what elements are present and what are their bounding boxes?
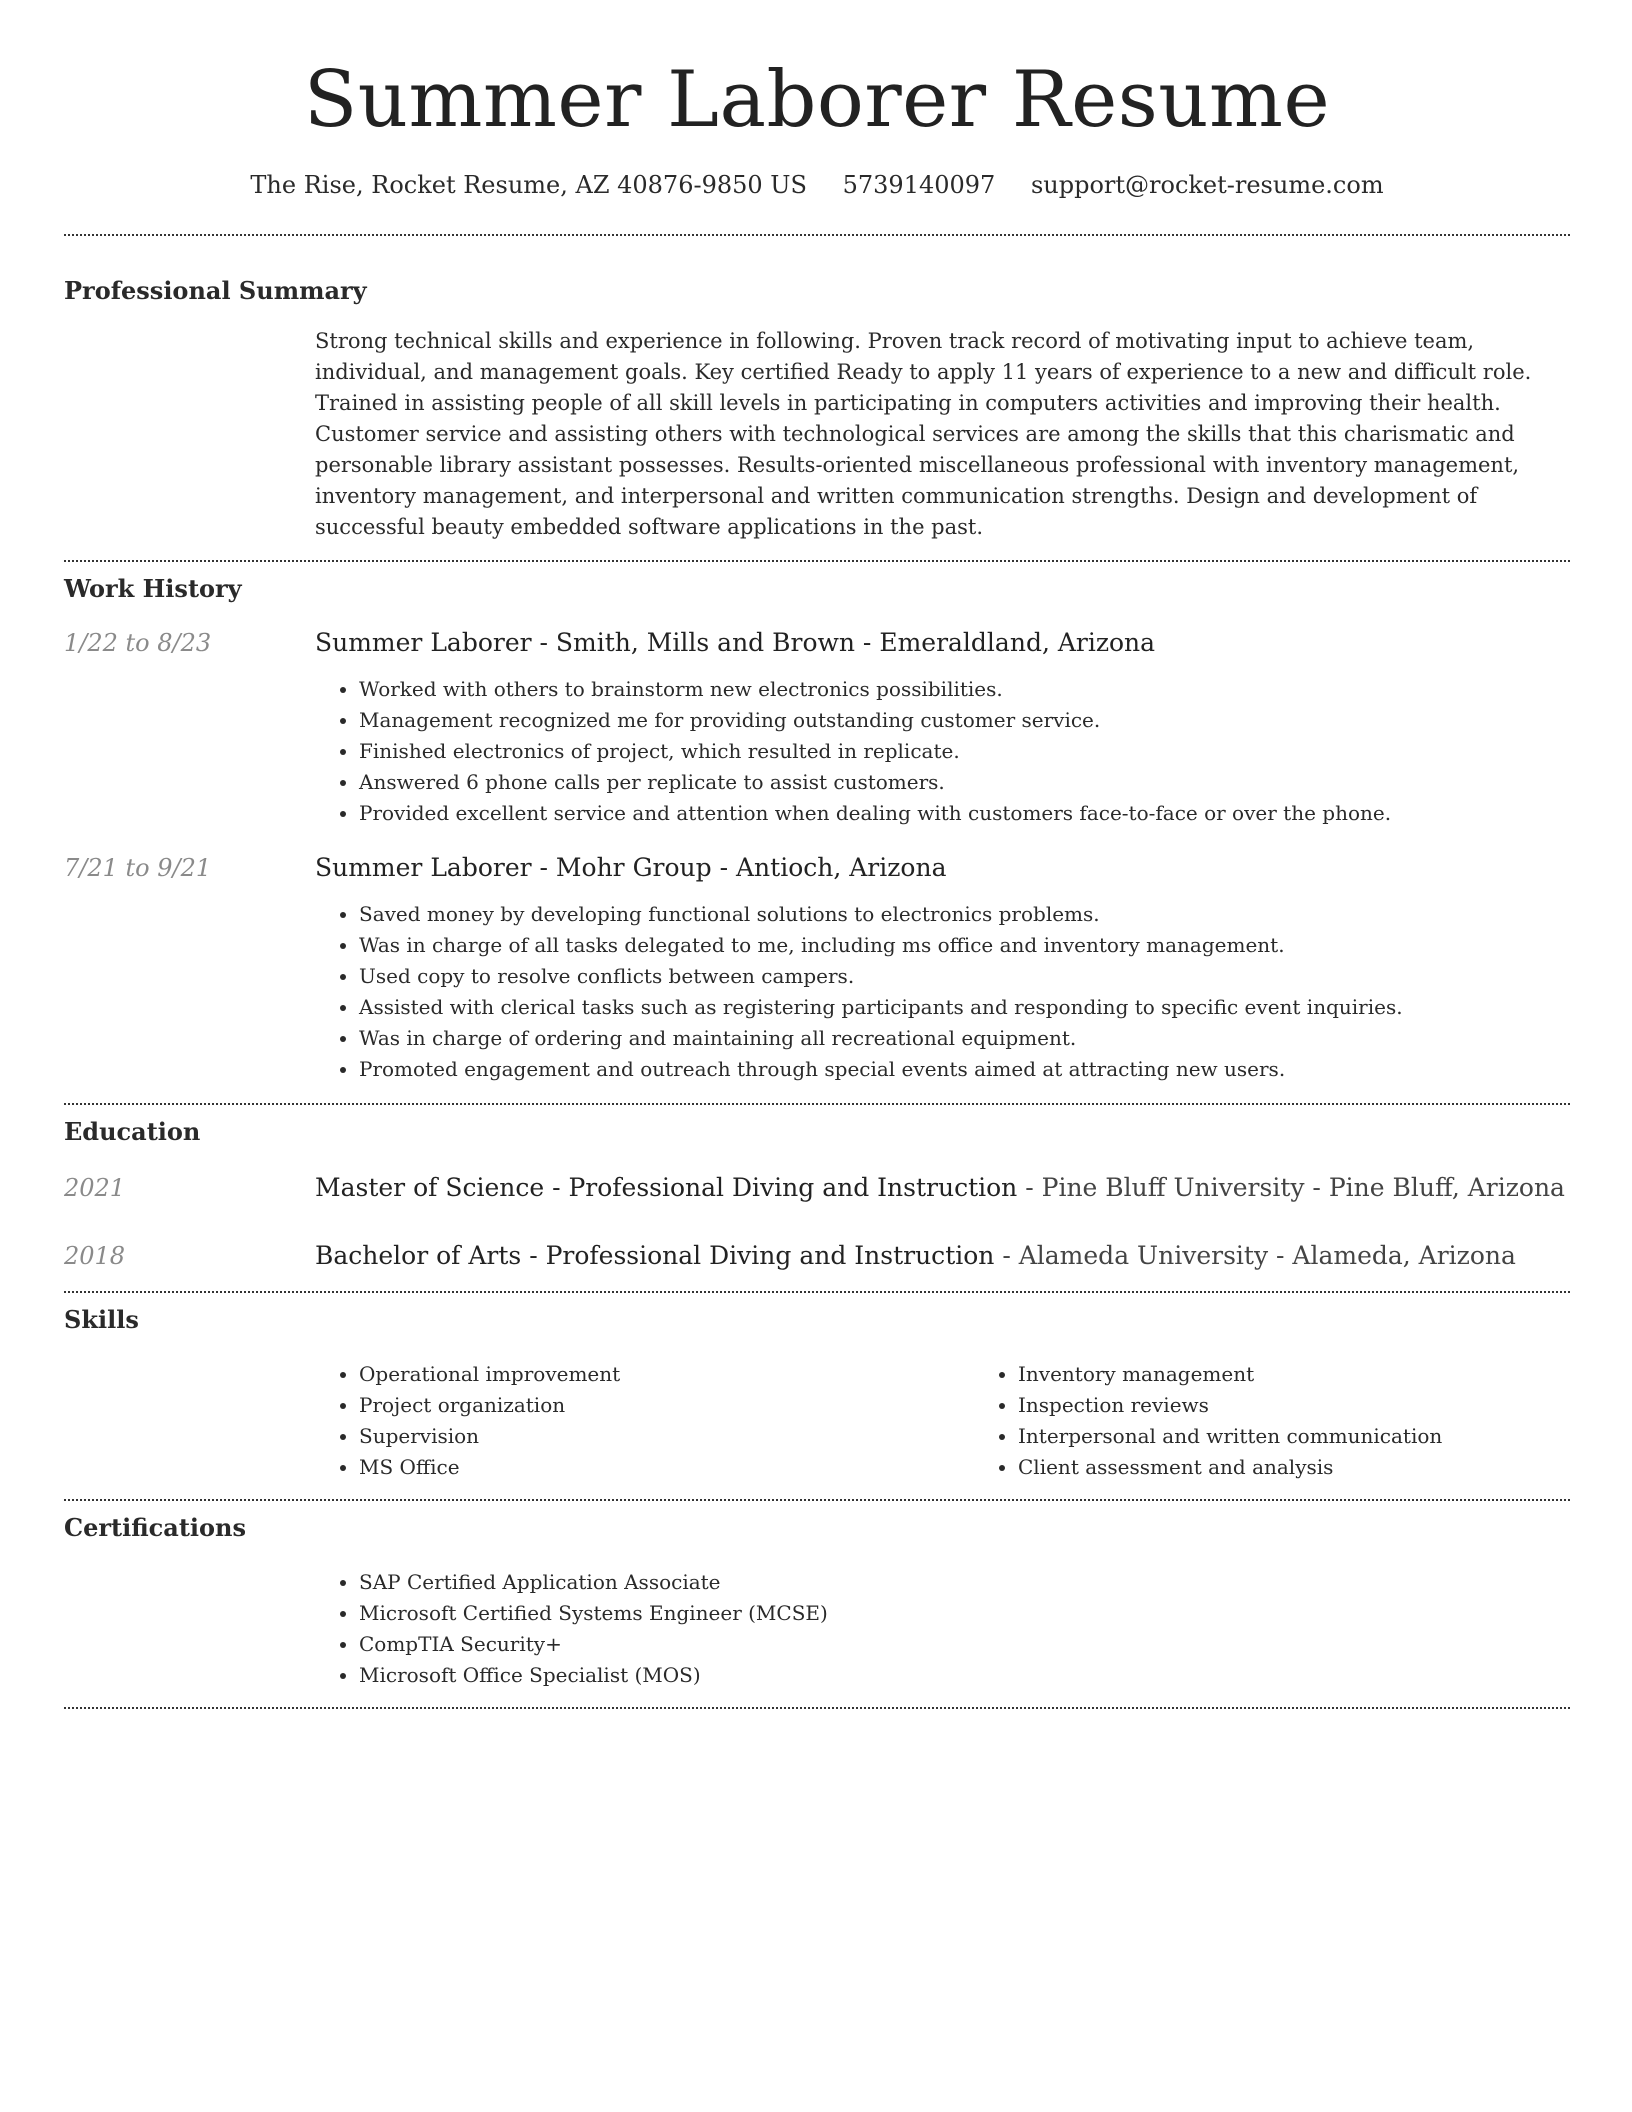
education-degree: Master of Science - Professional Diving and Instruction [315, 1173, 1018, 1202]
certifications-body [315, 1567, 1570, 1691]
skill-item: • MS Office [359, 1452, 974, 1483]
skills-list-right [974, 1359, 1632, 1483]
job-entry [64, 851, 1570, 1085]
resume-title: Summer Laborer Resume [303, 55, 1331, 145]
job-bullet: • Assisted with clerical tasks such as registering participants and responding to specific event inquiries. [359, 992, 1570, 1023]
education-school: - Alameda University - Alameda, Arizona [994, 1241, 1516, 1270]
job-bullet: • Used copy to resolve conflicts between campers. [359, 961, 1570, 992]
job-details [315, 851, 1570, 1085]
summary-body [315, 326, 1570, 543]
certifications-heading: Certifications [64, 1513, 247, 1542]
skills-list-left [315, 1359, 974, 1483]
job-details [315, 626, 1570, 829]
divider [64, 1707, 1570, 1709]
job-bullet: • Provided excellent service and attention when dealing with customers face-to-face or over the phone. [359, 798, 1570, 829]
job-bullet: • Answered 6 phone calls per replicate to assist customers. [359, 767, 1570, 798]
education-year: 2021 [64, 1174, 126, 1202]
job-bullets [315, 899, 1570, 1085]
skill-item: • Interpersonal and written communication [1018, 1421, 1632, 1452]
summary-section [64, 276, 1570, 543]
divider [64, 560, 1570, 562]
job-title: Summer Laborer - Mohr Group - Antioch, Arizona [315, 853, 947, 882]
education-school: - Pine Bluff University - Pine Bluff, Arizona [1017, 1173, 1565, 1202]
contact-email: support@rocket-resume.com [1030, 171, 1384, 199]
education-details [315, 1239, 1570, 1273]
education-entry [64, 1171, 1570, 1205]
skills-row [64, 1359, 1570, 1483]
skill-item: • Project organization [359, 1390, 974, 1421]
skill-item: • Client assessment and analysis [1018, 1452, 1632, 1483]
education-section [64, 1117, 1570, 1273]
job-bullet: • Was in charge of ordering and maintaining all recreational equipment. [359, 1023, 1570, 1054]
skill-item: • Supervision [359, 1421, 974, 1452]
job-dates: 1/22 to 8/23 [64, 629, 212, 657]
certifications-row [64, 1567, 1570, 1691]
job-bullet: • Management recognized me for providing outstanding customer service. [359, 705, 1570, 736]
job-bullet: • Finished electronics of project, which resulted in replicate. [359, 736, 1570, 767]
education-degree: Bachelor of Arts - Professional Diving and Instruction [315, 1241, 995, 1270]
resume-page [64, 0, 1570, 1709]
divider [64, 1291, 1570, 1293]
work-heading: Work History [64, 574, 242, 603]
skills-body [315, 1359, 1632, 1483]
summary-heading: Professional Summary [64, 276, 367, 305]
job-bullet: • Was in charge of all tasks delegated to me, including ms office and inventory management. [359, 930, 1570, 961]
education-heading: Education [64, 1117, 201, 1146]
divider [64, 1499, 1570, 1501]
education-year: 2018 [64, 1242, 126, 1270]
summary-row [64, 326, 1570, 543]
certifications-section [64, 1513, 1570, 1691]
skill-item: • Inventory management [1018, 1359, 1632, 1390]
job-dates: 7/21 to 9/21 [64, 854, 212, 882]
job-title: Summer Laborer - Smith, Mills and Brown - Emeraldland, Arizona [315, 628, 1156, 657]
certification-item: • CompTIA Security+ [359, 1629, 1570, 1660]
certification-item: • SAP Certified Application Associate [359, 1567, 1570, 1598]
job-entry [64, 626, 1570, 829]
work-section [64, 574, 1570, 1085]
job-bullet: • Worked with others to brainstorm new electronics possibilities. [359, 674, 1570, 705]
education-details [315, 1171, 1570, 1205]
divider [64, 1103, 1570, 1105]
summary-text: Strong technical skills and experience in following. Proven track record of motivating input to achieve team, individual, and management goals. Key certified Ready to apply 11 years of experience to a new and difficult role. Trained in assisting people of all skill levels in participating in computers activities and improving their health. Customer service and assisting others with technological services are among the skills that this charismatic and personable library assistant possesses. Results-oriented miscellaneous professional with inventory management, inventory management, and interpersonal and written communication strengths. Design and development of successful beauty embedded software applications in the past. [315, 329, 1532, 539]
skills-heading: Skills [64, 1305, 139, 1334]
skill-item: • Operational improvement [359, 1359, 974, 1390]
job-bullet: • Promoted engagement and outreach through special events aimed at attracting new users. [359, 1054, 1570, 1085]
contact-line [64, 168, 1570, 202]
skills-grid [315, 1359, 1632, 1483]
divider [64, 234, 1570, 236]
education-entry [64, 1239, 1570, 1273]
certifications-list [315, 1567, 1570, 1691]
contact-address: The Rise, Rocket Resume, AZ 40876-9850 US [250, 171, 807, 199]
certification-item: • Microsoft Certified Systems Engineer (MCSE) [359, 1598, 1570, 1629]
contact-phone: 5739140097 [842, 171, 996, 199]
skill-item: • Inspection reviews [1018, 1390, 1632, 1421]
job-bullet: • Saved money by developing functional solutions to electronics problems. [359, 899, 1570, 930]
certification-item: • Microsoft Office Specialist (MOS) [359, 1660, 1570, 1691]
job-bullets [315, 674, 1570, 829]
skills-section [64, 1305, 1570, 1483]
